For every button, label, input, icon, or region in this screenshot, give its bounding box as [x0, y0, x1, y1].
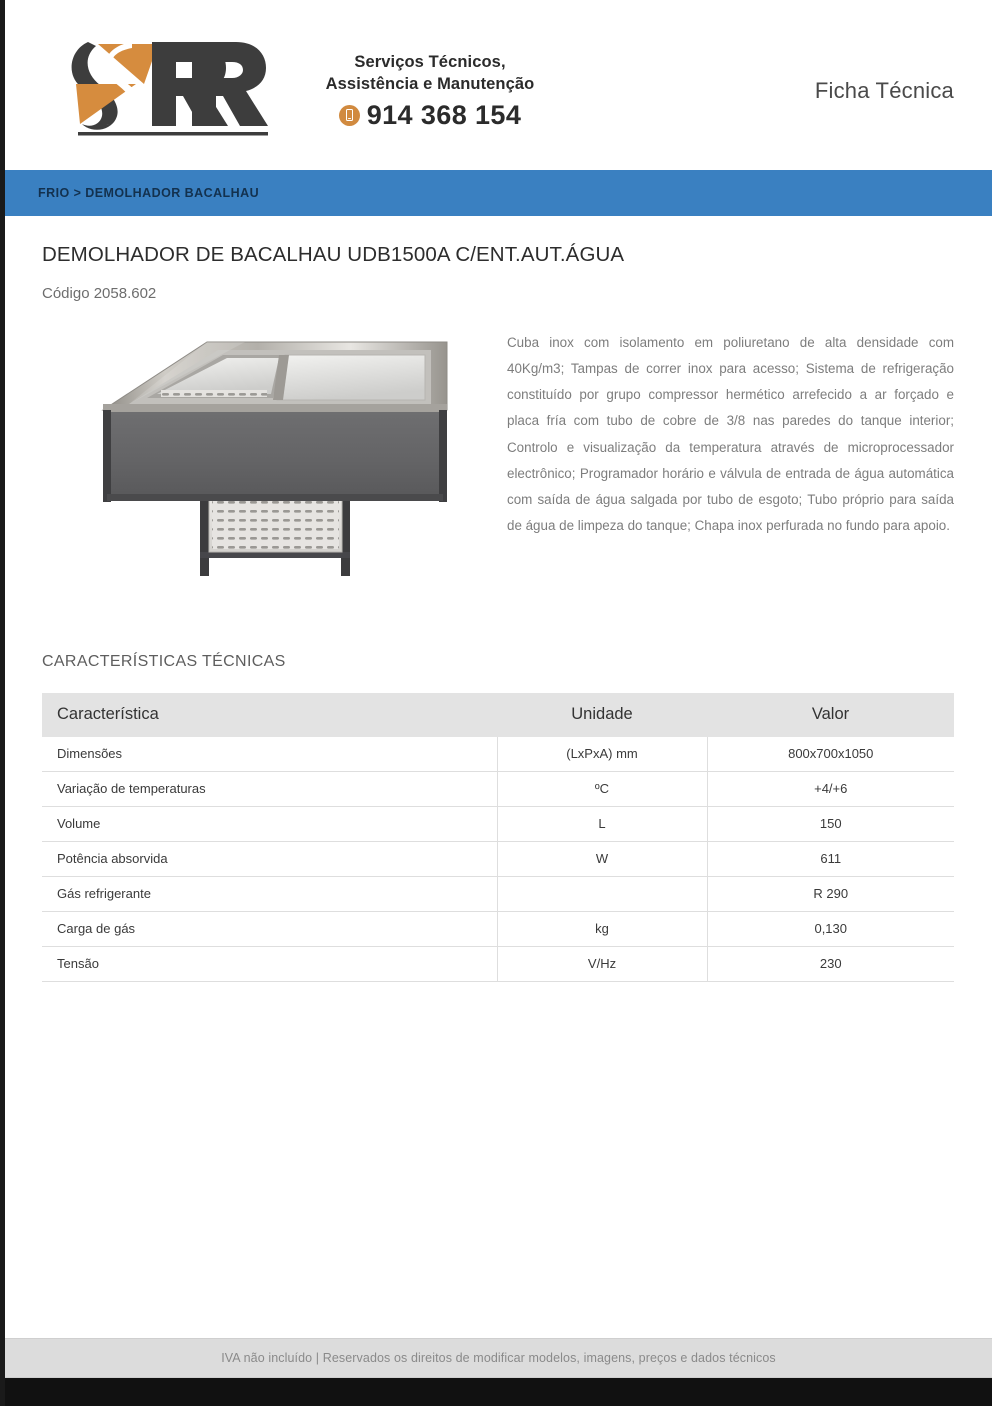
table-row	[42, 841, 954, 876]
document-type-label: Ficha Técnica	[814, 78, 954, 103]
cell-valor: 230	[707, 946, 954, 981]
product-section	[5, 302, 992, 603]
column-header-valor: Valor	[707, 693, 954, 737]
tagline-line-1: Serviços Técnicos,	[354, 53, 506, 71]
cell-valor: +4/+6	[707, 771, 954, 806]
cell-valor: 800x700x1050	[707, 737, 954, 772]
bottom-black-bar	[5, 1378, 992, 1406]
cell-caracteristica: Gás refrigerante	[42, 876, 497, 911]
table-row	[42, 946, 954, 981]
srr-logo	[40, 28, 270, 140]
title-zone	[5, 216, 992, 302]
cell-caracteristica: Volume	[42, 806, 497, 841]
cell-unidade: L	[497, 806, 707, 841]
cell-caracteristica: Tensão	[42, 946, 497, 981]
phone-row	[295, 99, 565, 130]
product-photo-cod-soaking-tank	[95, 328, 455, 603]
table-row	[42, 806, 954, 841]
cell-unidade: (LxPxA) mm	[497, 737, 707, 772]
cell-caracteristica: Variação de temperaturas	[42, 771, 497, 806]
cell-valor: 0,130	[707, 911, 954, 946]
specs-table-container	[42, 693, 954, 982]
tagline-line-2: Assistência e Manutenção	[325, 74, 535, 93]
cell-unidade: ºC	[497, 771, 707, 806]
specs-table	[42, 693, 954, 982]
product-description-container	[507, 324, 954, 603]
cell-caracteristica: Dimensões	[42, 737, 497, 772]
table-header-row	[42, 693, 954, 737]
mobile-phone-icon	[339, 105, 360, 126]
specs-table-head	[42, 693, 954, 737]
page-title: DEMOLHADOR DE BACALHAU UDB1500A C/ENT.AUT.ÁGUA	[42, 243, 625, 266]
column-header-unidade: Unidade	[497, 693, 707, 737]
breadcrumb-text: FRIO > DEMOLHADOR BACALHAU	[38, 186, 260, 200]
table-row	[42, 911, 954, 946]
company-tagline	[295, 52, 565, 129]
column-header-caracteristica: Característica	[42, 693, 497, 737]
page-header	[5, 0, 992, 170]
cell-valor: R 290	[707, 876, 954, 911]
table-row	[42, 737, 954, 772]
cell-unidade: V/Hz	[497, 946, 707, 981]
phone-number: 914 368 154	[366, 99, 522, 130]
cell-valor: 611	[707, 841, 954, 876]
page-footer	[5, 1338, 992, 1378]
specs-table-body	[42, 737, 954, 982]
cell-caracteristica: Potência absorvida	[42, 841, 497, 876]
specs-section-title: CARACTERÍSTICAS TÉCNICAS	[42, 652, 286, 670]
cell-caracteristica: Carga de gás	[42, 911, 497, 946]
cell-unidade: kg	[497, 911, 707, 946]
product-code: Código 2058.602	[42, 284, 157, 302]
cell-unidade	[497, 876, 707, 911]
cell-unidade: W	[497, 841, 707, 876]
footer-disclaimer: IVA não incluído | Reservados os direitos de modificar modelos, imagens, preços e dados técnicos	[221, 1351, 776, 1365]
cell-valor: 150	[707, 806, 954, 841]
product-image-container	[42, 324, 507, 603]
breadcrumb	[5, 170, 992, 216]
table-row	[42, 771, 954, 806]
product-description: Cuba inox com isolamento em poliuretano de alta densidade com 40Kg/m3; Tampas de correr inox para acesso; Sistema de refrigeração constituído por grupo compressor hermético arrefecido a ar forçado e placa fría com tubo de cobre de 3/8 nas paredes do tanque interior; Controlo e visualização da temperatura através de microprocessador electrônico; Programador horário e válvula de entrada de água automática com saída de água salgada por tubo de esgoto; Tubo próprio para saída de água de limpeza do tanque; Chapa inox perfurada no fundo para apoio.	[507, 334, 954, 534]
table-row	[42, 876, 954, 911]
